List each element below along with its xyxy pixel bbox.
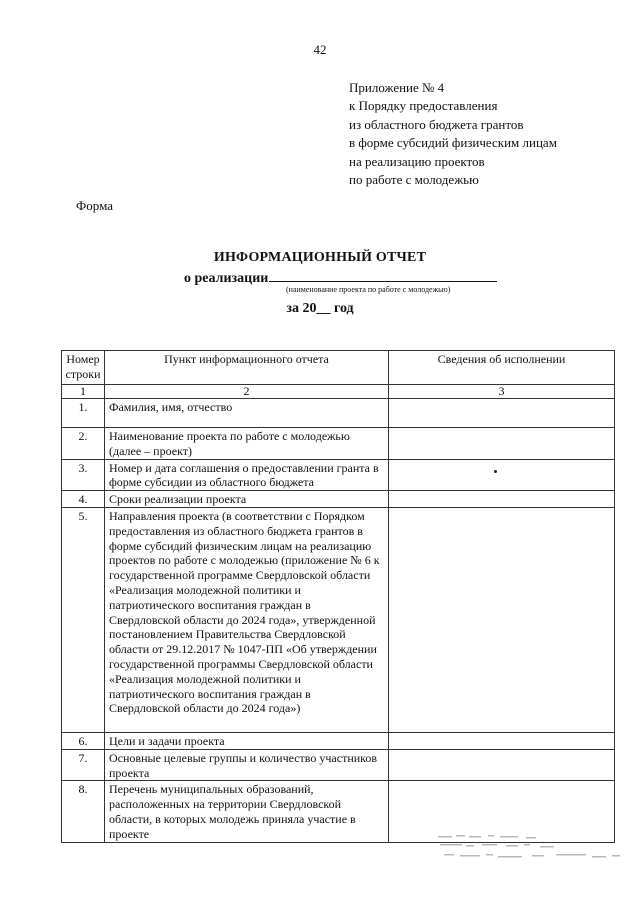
appendix-line: на реализацию проектов xyxy=(349,153,485,169)
row-number: 6. xyxy=(62,732,105,749)
table-row xyxy=(62,732,615,749)
row-value xyxy=(389,732,615,749)
row-number: 1. xyxy=(62,399,105,428)
page-number: 42 xyxy=(313,42,327,57)
row-value xyxy=(389,459,615,491)
table-row xyxy=(62,749,615,781)
report-title: ИНФОРМАЦИОННЫЙ ОТЧЕТ xyxy=(213,250,427,265)
scan-speck xyxy=(494,470,497,473)
row-number: 5. xyxy=(62,507,105,732)
row-value xyxy=(389,507,615,732)
scan-noise-mark xyxy=(436,834,626,866)
row-number: 2. xyxy=(62,428,105,460)
row-item: Сроки реализации проекта xyxy=(105,491,389,508)
header-row-number: Номер строки xyxy=(62,351,105,385)
appendix-line: к Порядку предоставления xyxy=(349,98,498,114)
row-number: 8. xyxy=(62,781,105,842)
report-table xyxy=(61,350,615,843)
table-header-row xyxy=(62,351,615,385)
column-number: 2 xyxy=(105,385,389,399)
row-value xyxy=(389,781,615,842)
column-number: 3 xyxy=(389,385,615,399)
subtitle-prefix: о реализации xyxy=(184,271,269,286)
report-year: за 20__ год xyxy=(286,301,354,316)
column-number: 1 xyxy=(62,385,105,399)
row-item: Направления проекта (в соответствии с Порядком предоставления из областного бюджета грантов в форме субсидий физическим лицам на реализацию проектов по работе с молодежью (приложение № 6 к государственной программе Свердловской области «Реализация молодежной политики и патриотического воспитания граждан в Свердловской области до 2024 года», утвержденной постановлением Правительства Свердловской области от 29.12.2017 № 1047-ПП «Об утверждении государственной программы Свердловской области «Реализация молодежной политики и патриотического воспитания граждан в Свердловской области до 2024 года») xyxy=(105,507,389,732)
row-item: Перечень муниципальных образований, расположенных на территории Свердловской области, в которых молодежь приняла участие в проекте xyxy=(105,781,389,842)
appendix-line: из областного бюджета грантов xyxy=(349,116,524,132)
table-row xyxy=(62,781,615,842)
table-row xyxy=(62,399,615,428)
row-number: 7. xyxy=(62,749,105,781)
header-execution-info: Сведения об исполнении xyxy=(389,351,615,385)
row-value xyxy=(389,749,615,781)
row-item: Наименование проекта по работе с молодежью (далее – проект) xyxy=(105,428,389,460)
header-report-item: Пункт информационного отчета xyxy=(105,351,389,385)
appendix-line: в форме субсидий физическим лицам xyxy=(349,135,557,151)
appendix-line: Приложение № 4 xyxy=(349,80,445,95)
row-number: 4. xyxy=(62,491,105,508)
row-item: Фамилия, имя, отчество xyxy=(105,399,389,428)
subtitle-hint: (наименование проекта по работе с молодежью) xyxy=(286,285,451,294)
row-item: Основные целевые группы и количество участников проекта xyxy=(105,749,389,781)
table-row xyxy=(62,459,615,491)
row-number: 3. xyxy=(62,459,105,491)
table-row xyxy=(62,507,615,732)
row-value xyxy=(389,399,615,428)
form-label: Форма xyxy=(76,198,113,213)
appendix-line: по работе с молодежью xyxy=(349,172,479,188)
row-value xyxy=(389,491,615,508)
project-name-blank xyxy=(269,268,497,282)
column-numbers-row xyxy=(62,385,615,399)
appendix-block xyxy=(349,79,557,189)
row-item: Цели и задачи проекта xyxy=(105,732,389,749)
row-value xyxy=(389,428,615,460)
table-row xyxy=(62,428,615,460)
row-item: Номер и дата соглашения о предоставлении гранта в форме субсидии из областного бюджета xyxy=(105,459,389,491)
table-row xyxy=(62,491,615,508)
